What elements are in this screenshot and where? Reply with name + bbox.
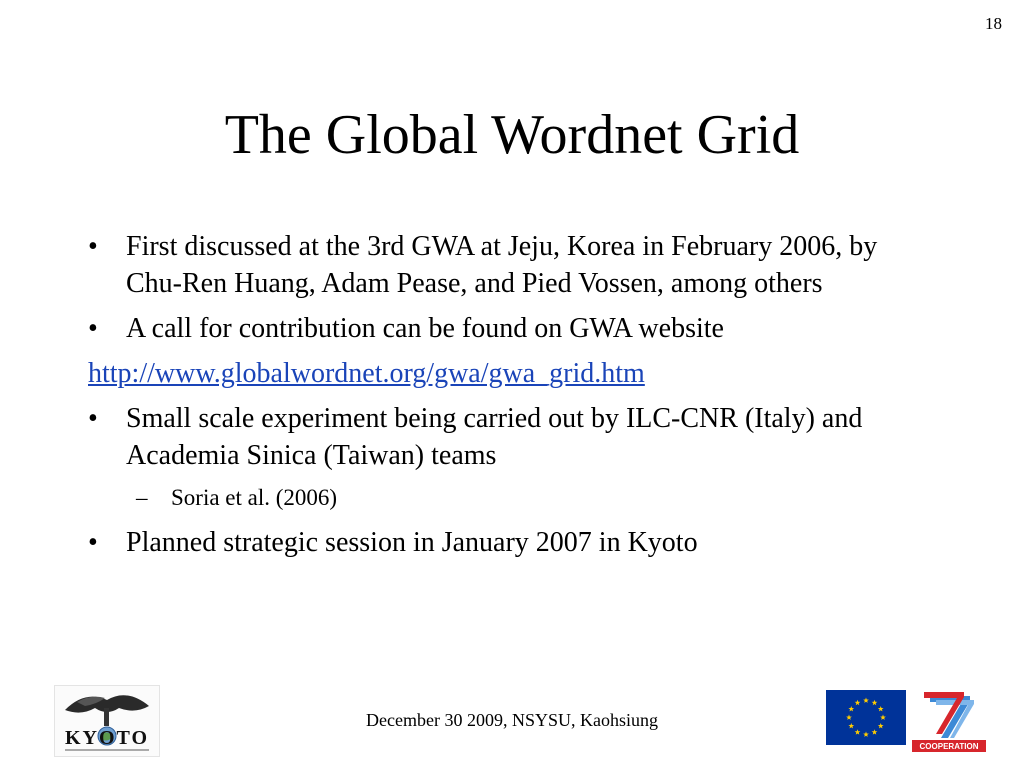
bullet-icon: • (88, 527, 98, 558)
footer-text: December 30 2009, NSYSU, Kaohsiung (366, 710, 658, 730)
bullet-text-1: First discussed at the 3rd GWA at Jeju, Korea in February 2006, by Chu-Ren Huang, Adam Pease, and Pied Vossen, among others (126, 231, 878, 299)
bullet-icon: • (88, 403, 98, 434)
bullet-list (88, 228, 938, 569)
bullet-text-3: Small scale experiment being carried out by ILC-CNR (Italy) and Academia Sinica (Taiwan) teams (126, 403, 863, 471)
bullet-text-2: A call for contribution can be found on GWA website (126, 313, 724, 344)
bullet-icon: • (88, 231, 98, 262)
dash-icon: – (136, 485, 148, 510)
sub-bullet-item (88, 482, 938, 514)
bullet-text-4: Planned strategic session in January 2007 in Kyoto (126, 527, 698, 558)
bullet-item-2 (88, 310, 938, 347)
slide-title: The Global Wordnet Grid (224, 104, 800, 166)
fp7-logo-icon (910, 690, 988, 754)
slide-number: 18 (985, 14, 1002, 33)
bullet-item-3 (88, 400, 938, 474)
eu-flag-icon (826, 690, 906, 745)
gwa-link-line (88, 355, 938, 392)
bullet-icon: • (88, 313, 98, 344)
kyoto-logo-text: KYOTO (64, 727, 150, 749)
gwa-grid-link[interactable]: http://www.globalwordnet.org/gwa/gwa_grid.htm (88, 358, 645, 389)
bullet-item-1 (88, 228, 938, 302)
bullet-item-4 (88, 524, 938, 561)
fp7-label: COOPERATION (919, 742, 979, 751)
sub-bullet-text: Soria et al. (2006) (171, 485, 338, 510)
